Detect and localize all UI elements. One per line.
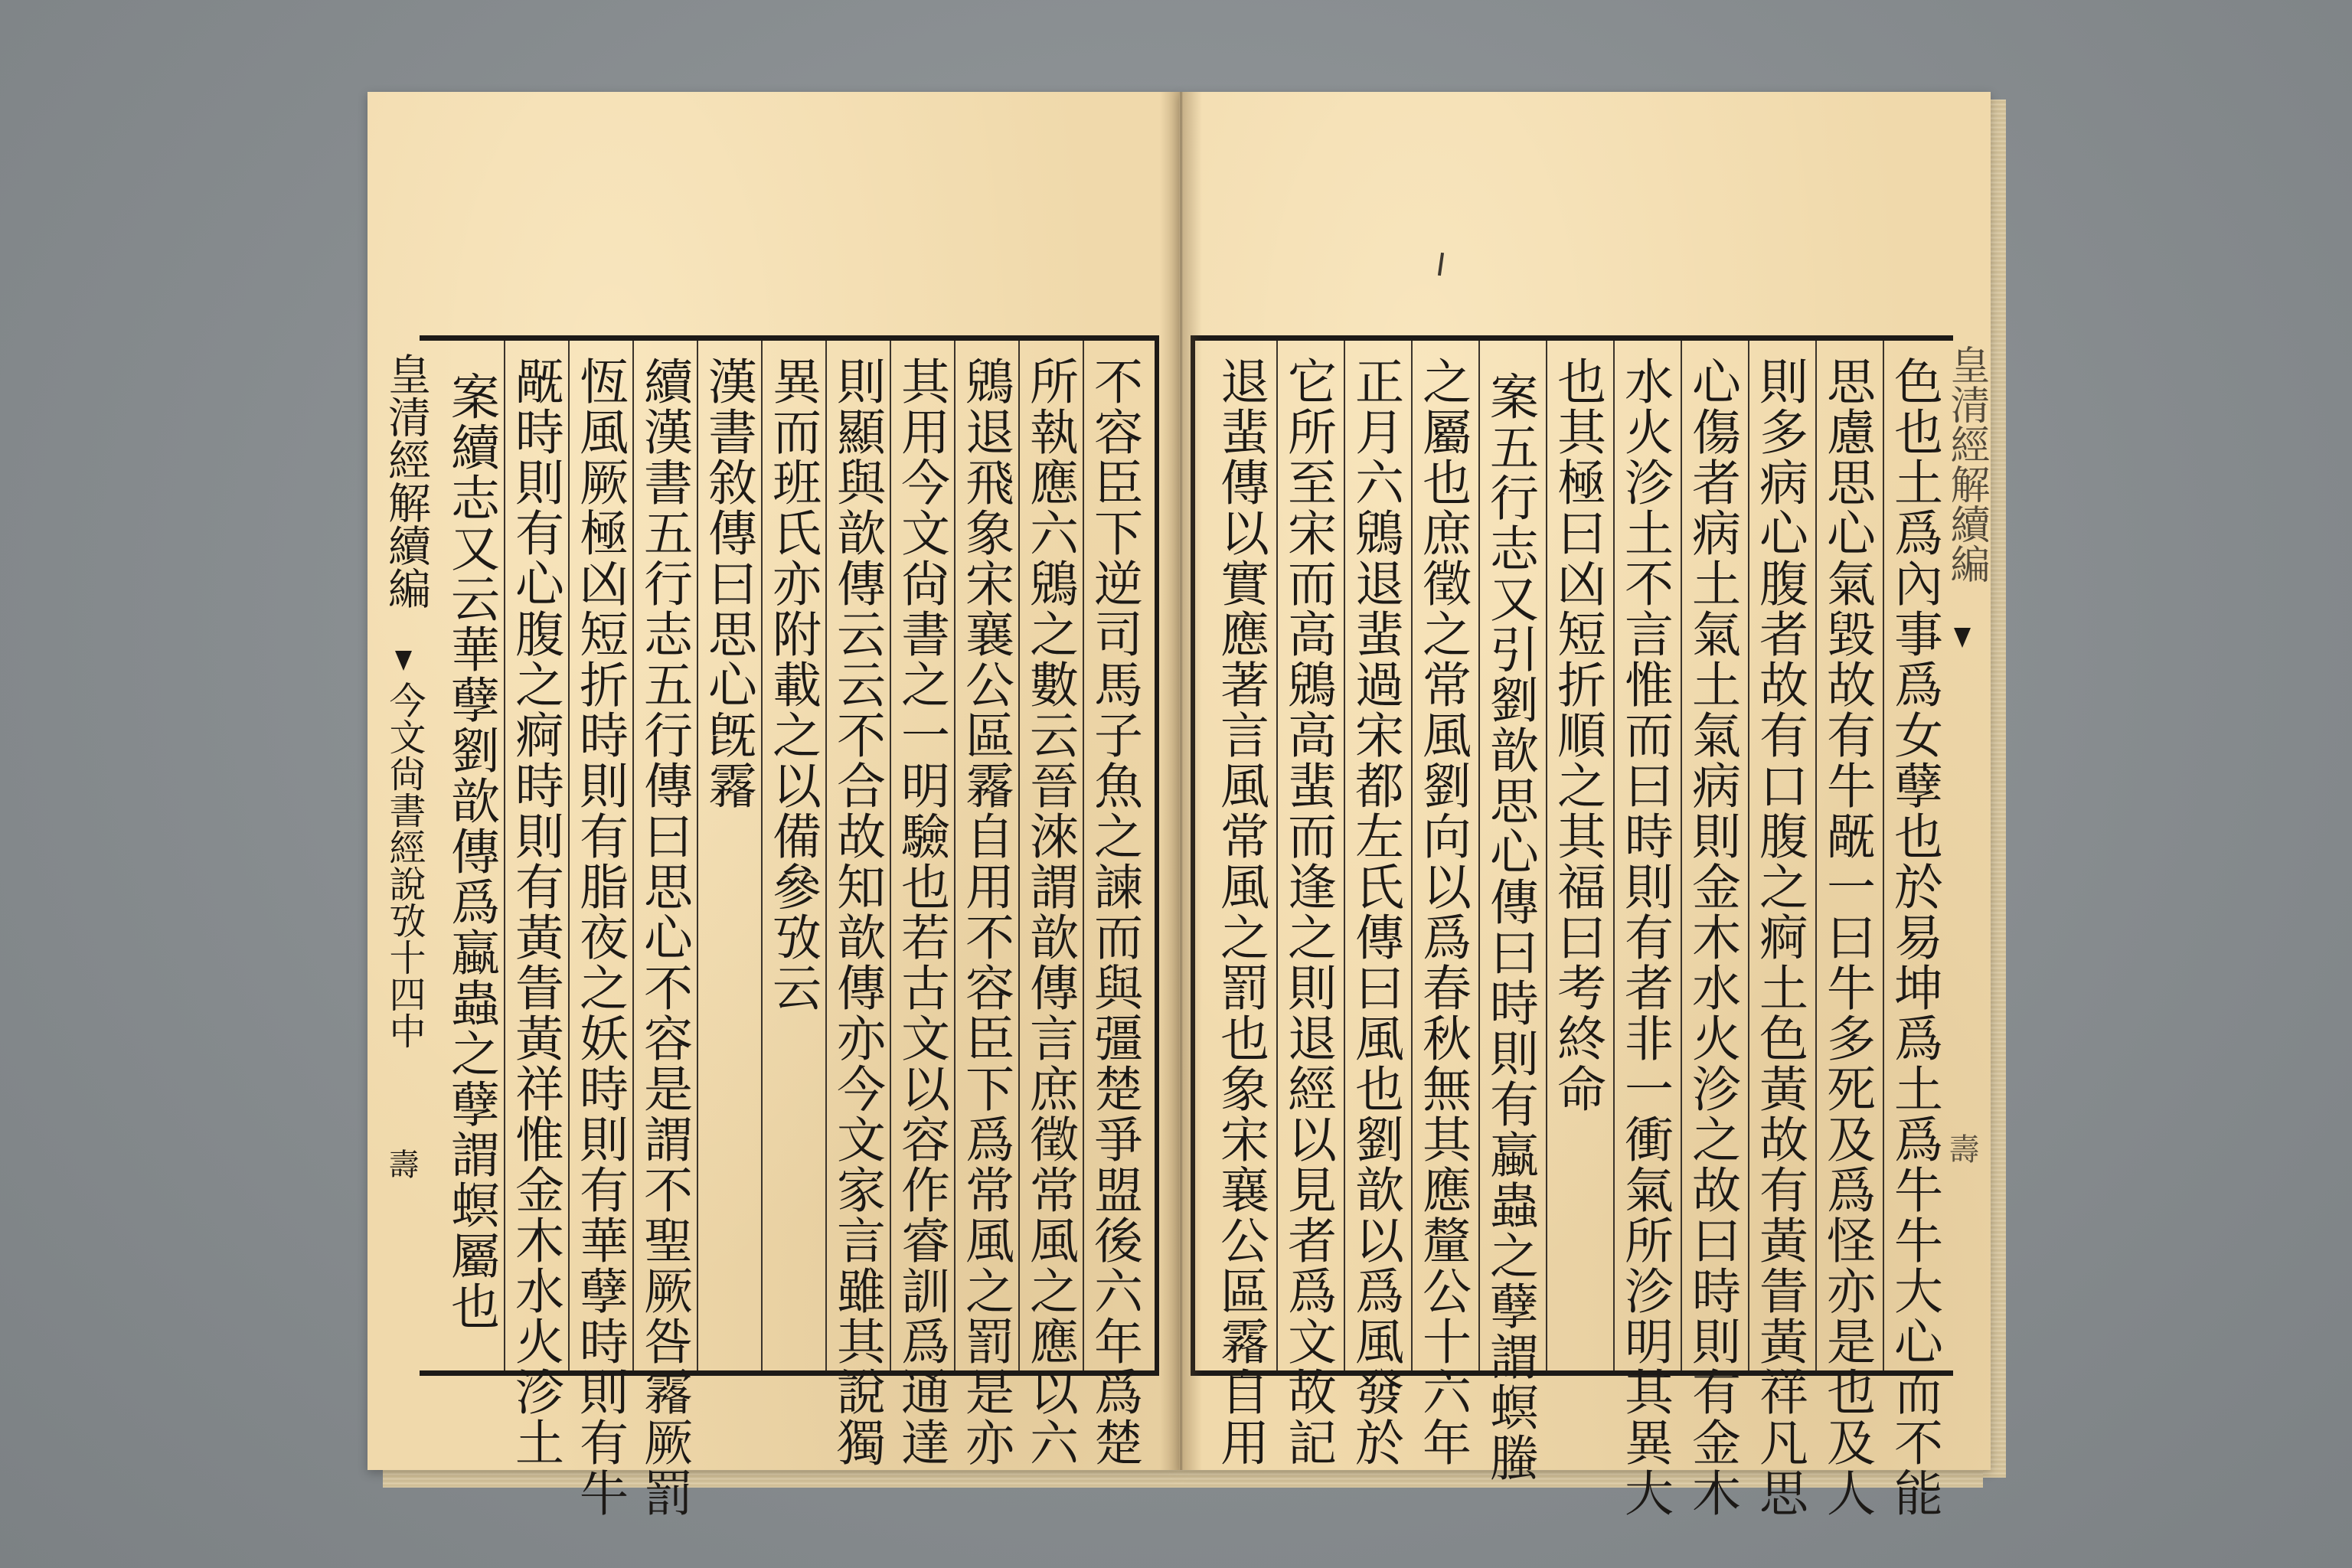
text-column: 鶂退飛象宋襄公區霿自用不容臣下爲常風之罰是亦 bbox=[957, 356, 1014, 1468]
banner-title: 皇清經解續編 bbox=[1943, 345, 1989, 583]
banner-title: 皇清經解續編 bbox=[381, 352, 431, 609]
ink-mark bbox=[1438, 253, 1444, 276]
text-column: 色也土爲內事爲女孽也於易坤爲土爲牛牛大心而不能 bbox=[1886, 356, 1942, 1518]
text-column: 退蜚傳以實應著言風常風之罰也象宋襄公區霿自用 bbox=[1212, 356, 1269, 1468]
right-text-frame bbox=[1191, 335, 1953, 1518]
text-column: 所執應六鶂之數云晉淶謂歆傳言庶徵常風之應以六 bbox=[1021, 356, 1078, 1468]
text-column: 水火沴土不言惟而曰時則有者非一衝氣所沴明其異大 bbox=[1616, 356, 1673, 1518]
text-column: 則多病心腹者故有口腹之痾土色黃故有黃眚黃祥凡思 bbox=[1751, 356, 1808, 1518]
left-page bbox=[368, 92, 1179, 1518]
text-column: 恆風厥極凶短折時則有脂夜之妖時則有華孽時則有牛 bbox=[571, 356, 628, 1518]
text-column: 異而班氏亦附載之以備參攷云 bbox=[764, 356, 821, 1013]
text-column: 心傷者病土氣土氣病則金木水火沴之故曰時則有金木 bbox=[1684, 356, 1740, 1518]
text-column-heading: 漢書敘傳曰思心旣霿 bbox=[700, 356, 756, 811]
fish-tail-mark bbox=[395, 651, 412, 671]
text-column: 它所至宋而高鶂高蜚而逢之則退經以見者爲文故記 bbox=[1279, 356, 1336, 1468]
text-column: 不容臣下逆司馬子魚之諫而與彊楚爭盟後六年爲楚 bbox=[1086, 356, 1142, 1468]
text-column: 續漢書五行志五行傳曰思心不容是謂不聖厥咎霿厥罰 bbox=[635, 356, 692, 1518]
banner-folio: 壽 bbox=[1944, 1133, 1979, 1164]
text-column: 其用今文尙書之一明驗也若古文以容作睿訓爲通達 bbox=[893, 356, 949, 1468]
fish-tail-mark bbox=[1954, 628, 1971, 648]
open-book bbox=[360, 92, 2006, 1518]
text-column: 則顯與歆傳云云不合故知歆傳亦今文家言雖其說獨 bbox=[828, 356, 885, 1468]
text-column: 思慮思心氣毀故有牛旤一曰牛多死及爲怪亦是也及人 bbox=[1818, 356, 1875, 1518]
text-column: 旤時則有心腹之痾時則有黃眚黃祥惟金木水火沴土 bbox=[507, 356, 564, 1468]
right-page bbox=[1179, 92, 1991, 1518]
left-text-frame bbox=[420, 335, 1159, 1518]
text-column: 之屬也庶徵之常風劉向以爲春秋無其應釐公十六年 bbox=[1414, 356, 1471, 1468]
text-column: 案五行志又引劉歆思心傳曰時則有蠃蟲之孽謂螟螣 bbox=[1481, 371, 1538, 1483]
text-column: 也其極曰凶短折順之其福曰考終命 bbox=[1549, 356, 1606, 1114]
book-gutter bbox=[1160, 92, 1202, 1470]
text-column: 案續志又云華孽劉歆傳爲蠃蟲之孽謂螟屬也 bbox=[443, 371, 499, 1331]
banner-subtitle: 今文尙書經說攷十四中 bbox=[383, 681, 426, 1049]
text-column: 正月六鶂退蜚過宋都左氏傳曰風也劉歆以爲風發於 bbox=[1347, 356, 1403, 1468]
banner-folio: 壽 bbox=[384, 1148, 419, 1179]
